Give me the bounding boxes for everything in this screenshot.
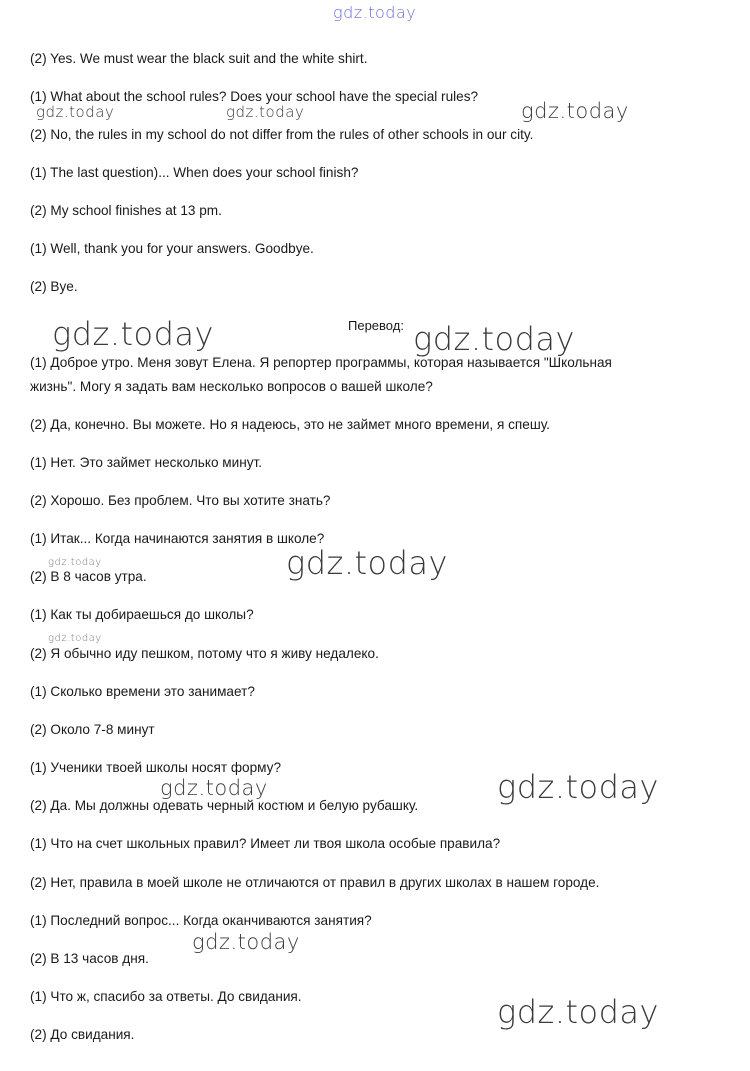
- watermark: gdz.today: [36, 103, 115, 121]
- dialogue-line: (2) No, the rules in my school do not differ from the rules of other schools in our city.: [30, 127, 534, 142]
- watermark: gdz.today: [521, 99, 629, 123]
- dialogue-line: (2) Нет, правила в моей школе не отличаются от правил в других школах в нашем городе.: [30, 875, 600, 890]
- translation-heading: Перевод:: [348, 318, 404, 333]
- watermark: gdz.today: [48, 557, 102, 568]
- dialogue-line: (2) My school finishes at 13 pm.: [30, 203, 222, 218]
- dialogue-line: (2) В 8 часов утра.: [30, 569, 147, 584]
- dialogue-line: жизнь". Могу я задать вам несколько вопросов о вашей школе?: [30, 379, 433, 394]
- watermark: gdz.today: [497, 768, 659, 806]
- dialogue-line: (2) В 13 часов дня.: [30, 951, 149, 966]
- dialogue-line: (2) Хорошо. Без проблем. Что вы хотите знать?: [30, 493, 331, 508]
- watermark: gdz.today: [160, 776, 268, 800]
- dialogue-line: (1) Что на счет школьных правил? Имеет ли твоя школа особые правила?: [30, 836, 501, 851]
- watermark: gdz.today: [226, 103, 305, 121]
- watermark: gdz.today: [497, 993, 659, 1031]
- dialogue-line: (1) Нет. Это займет несколько минут.: [30, 455, 263, 470]
- watermark: gdz.today: [48, 633, 102, 644]
- dialogue-line: (1) Ученики твоей школы носят форму?: [30, 760, 282, 775]
- dialogue-line: (2) Yes. We must wear the black suit and the white shirt.: [30, 51, 368, 66]
- dialogue-line: (2) Да. Мы должны одевать черный костюм и белую рубашку.: [30, 798, 419, 813]
- watermark: gdz.today: [52, 315, 214, 353]
- dialogue-line: (1) The last question)... When does your school finish?: [30, 165, 359, 180]
- dialogue-line: (1) Что ж, спасибо за ответы. До свидания.: [30, 989, 302, 1004]
- watermark: gdz.today: [286, 544, 448, 582]
- watermark: gdz.today: [413, 320, 575, 358]
- dialogue-line: (2) Bye.: [30, 279, 78, 294]
- dialogue-line: (1) Сколько времени это занимает?: [30, 684, 255, 699]
- dialogue-line: (1) Последний вопрос... Когда оканчиваются занятия?: [30, 913, 372, 928]
- dialogue-line: (2) Около 7-8 минут: [30, 722, 155, 737]
- dialogue-line: (1) Как ты добираешься до школы?: [30, 607, 254, 622]
- dialogue-line: (1) What about the school rules? Does your school have the special rules?: [30, 89, 479, 104]
- watermark: gdz.today: [192, 930, 300, 954]
- dialogue-line: (1) Доброе утро. Меня зовут Елена. Я репортер программы, которая называется "Школьная: [30, 355, 612, 370]
- dialogue-line: (1) Итак... Когда начинаются занятия в школе?: [30, 531, 325, 546]
- watermark-top: gdz.today: [333, 3, 417, 22]
- dialogue-line: (2) Я обычно иду пешком, потому что я живу недалеко.: [30, 646, 379, 661]
- dialogue-line: (2) Да, конечно. Вы можете. Но я надеюсь, это не займет много времени, я спешу.: [30, 417, 550, 432]
- dialogue-line: (2) До свидания.: [30, 1027, 135, 1042]
- dialogue-line: (1) Well, thank you for your answers. Goodbye.: [30, 241, 314, 256]
